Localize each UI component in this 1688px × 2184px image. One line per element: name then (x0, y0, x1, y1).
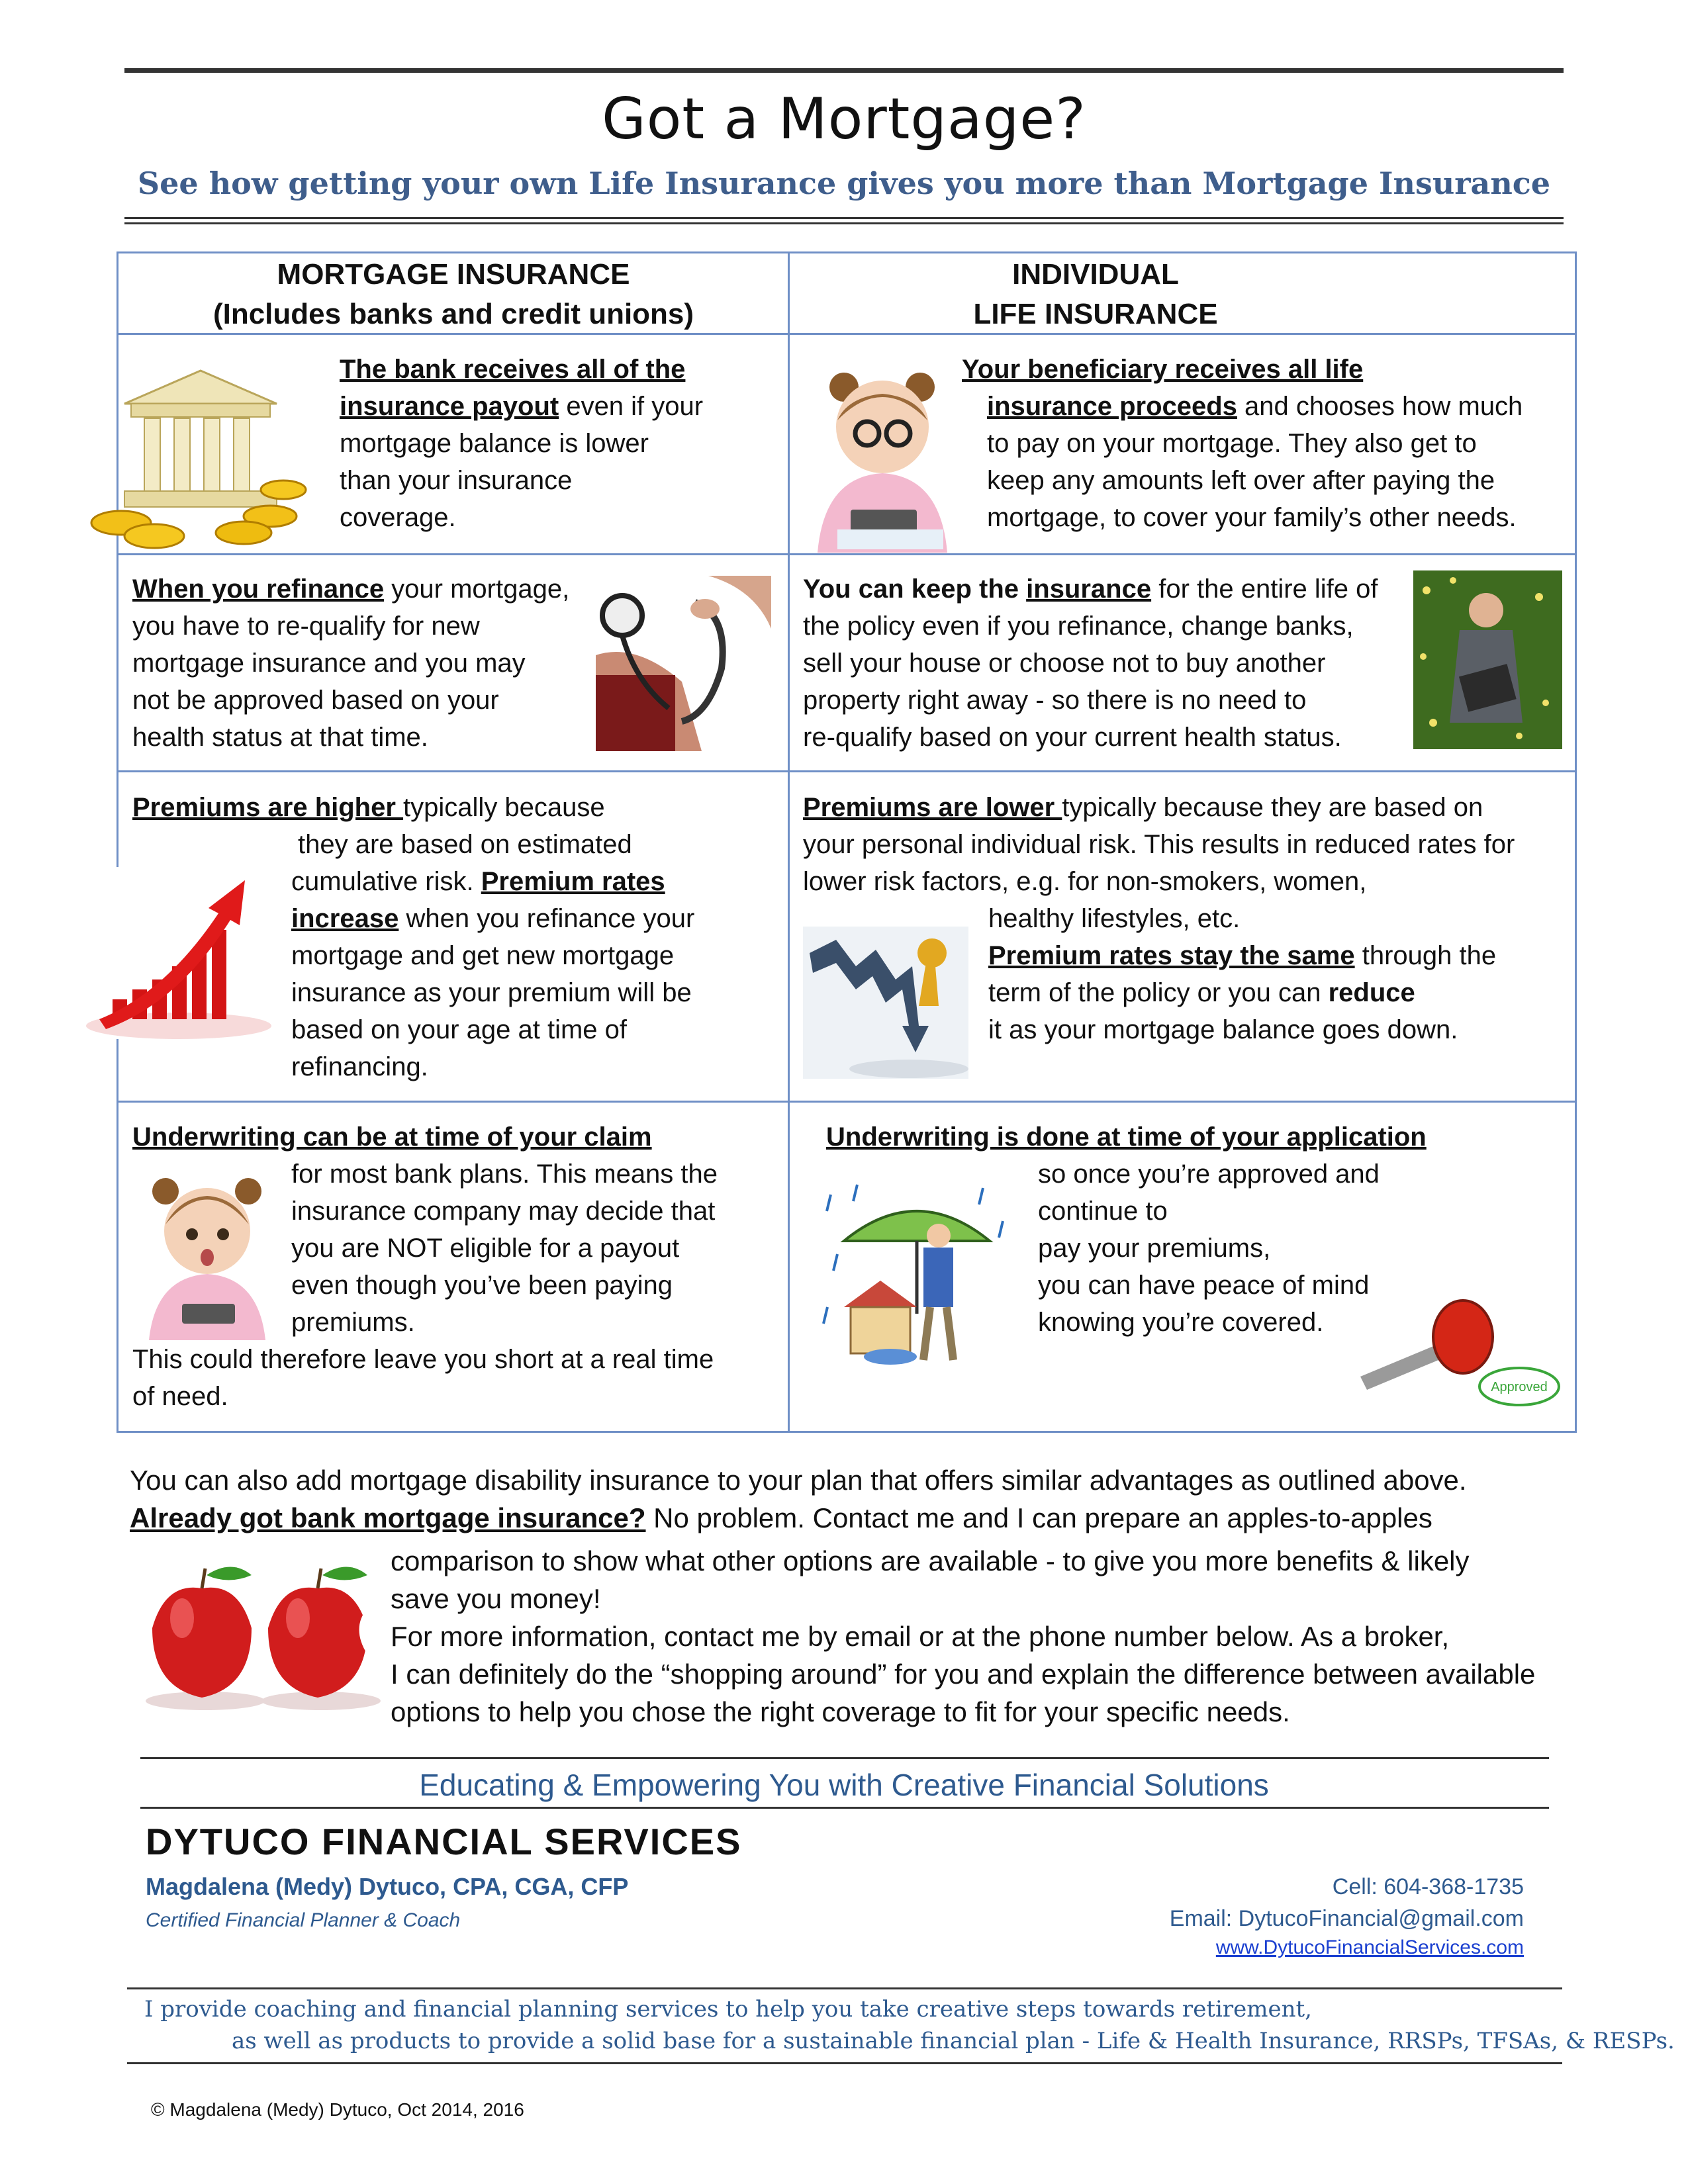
row2-left-line5: health status at that time. (132, 723, 428, 752)
bottom-line3: comparison to show what other options are available - to give you more benefits & likely (391, 1545, 1470, 1576)
bank-coins-icon (85, 357, 316, 556)
bottom-line5: For more information, contact me by email or at the phone number below. As a broker, (391, 1621, 1450, 1652)
row2-left-line1 (132, 570, 596, 608)
table-divider (788, 251, 790, 1433)
row2-right-text (803, 570, 1419, 756)
row3-right-line2: your personal individual risk. This results in reduced rates for (803, 830, 1515, 859)
row4-left-line8: of need. (132, 1382, 228, 1411)
surprised-girl-image (136, 1168, 278, 1340)
row2-right-line5: re-qualify based on your current health status. (803, 723, 1342, 752)
row4-left-line4: you are NOT eligible for a payout (291, 1234, 680, 1263)
row1-right-bold2: insurance proceeds (987, 392, 1237, 421)
row3-right-bold: Premiums are lower (803, 793, 1062, 822)
umbrella-house-image (818, 1175, 1016, 1367)
row3-right-line1 (803, 789, 1577, 826)
firm-name: DYTUCO FINANCIAL SERVICES (146, 1821, 742, 1862)
row4-left-line2: for most bank plans. This means the (291, 1160, 718, 1189)
row1-right-bold: Your beneficiary receives all life (962, 355, 1364, 384)
row1-right-line2 (962, 388, 1571, 425)
row4-right-line4: pay your premiums, (1038, 1234, 1271, 1263)
email-address[interactable]: Email: DytucoFinancial@gmail.com (1169, 1906, 1524, 1931)
row-rule-3 (117, 770, 1577, 772)
row3-left-line8: refinancing. (291, 1052, 428, 1081)
row1-left-line5: coverage. (340, 503, 456, 532)
row4-left-bold: Underwriting can be at time of your claim (132, 1122, 652, 1152)
row1-left-line3: mortgage balance is lower (340, 429, 649, 458)
row2-left-line4: not be approved based on your (132, 686, 499, 715)
row3-right-rest: typically because they are based on (1062, 793, 1483, 822)
rising-chart-icon (86, 867, 271, 1039)
services-blurb-line2: as well as products to provide a solid base for a sustainable financial plan - Life & Health Insurance, RRSPs, TFSAs, & RESPs. (232, 2028, 1675, 2054)
row3-left-line3-bold: Premium rates (481, 867, 665, 896)
advisor-name: Magdalena (Medy) Dytuco, CPA, CGA, CFP (146, 1873, 629, 1900)
left-header-line1: MORTGAGE INSURANCE (277, 258, 630, 291)
row1-left-bold: The bank receives all of the (340, 355, 686, 384)
stamp-text: Approved (1491, 1380, 1548, 1394)
row3-left-line6: insurance as your premium will be (291, 978, 692, 1007)
row1-right-line4: keep any amounts left over after paying the (987, 466, 1495, 495)
row3-right-line7: it as your mortgage balance goes down. (988, 1015, 1458, 1044)
row-rule-4 (117, 1101, 1577, 1103)
row3-left-line4-rest: when you refinance your (399, 904, 695, 933)
bottom-line2-rest: No problem. Contact me and I can prepare an apples-to-apples (645, 1502, 1432, 1533)
row2-left-text (132, 570, 596, 756)
man-on-grass-image (1413, 570, 1562, 749)
falling-chart-icon (803, 927, 968, 1079)
left-column-header (119, 255, 788, 334)
row1-left-rest: even if your (559, 392, 704, 421)
bottom-line4: save you money! (391, 1583, 601, 1614)
row2-left-bold: When you refinance (132, 574, 385, 604)
row4-right-line6: knowing you’re covered. (1038, 1308, 1324, 1337)
right-header-line2: LIFE INSURANCE (973, 298, 1218, 330)
row4-left-line5: even though you’ve been paying (291, 1271, 673, 1300)
right-column-header (791, 255, 1400, 334)
subtitle-rule-1 (124, 217, 1564, 219)
row1-left-line2 (340, 388, 776, 425)
row4-right-line3: continue to (1038, 1197, 1168, 1226)
row1-right-line3: to pay on your mortgage. They also get to (987, 429, 1477, 458)
row3-left-line2: they are based on estimated (298, 830, 632, 859)
row2-right-bold-u: insurance (1026, 574, 1152, 604)
row2-left-line3: mortgage insurance and you may (132, 649, 526, 678)
blood-pressure-image (596, 576, 771, 751)
row2-right-line4: property right away - so there is no need to (803, 686, 1307, 715)
row2-right-rest: for the entire life of (1151, 574, 1378, 604)
page-subtitle: See how getting your own Life Insurance gives you more than Mortgage Insurance (137, 165, 1551, 201)
row-rule-2 (117, 553, 1577, 555)
row4-right-line2: so once you’re approved and (1038, 1160, 1380, 1189)
row1-left-line4: than your insurance (340, 466, 573, 495)
row1-right-text (962, 351, 1571, 536)
subtitle-rule-2 (124, 222, 1564, 224)
row1-left-bold2: insurance payout (340, 392, 559, 421)
page-title: Got a Mortgage? (602, 86, 1086, 152)
row4-right-bold: Underwriting is done at time of your application (826, 1122, 1427, 1152)
row2-left-line2: you have to re-qualify for new (132, 612, 480, 641)
row3-left-rest: typically because (403, 793, 605, 822)
row3-left-bold: Premiums are higher (132, 793, 404, 822)
row4-left-line1 (132, 1118, 781, 1156)
row2-right-line1 (803, 570, 1419, 608)
footer-tagline: Educating & Empowering You with Creative Financial Solutions (419, 1768, 1269, 1802)
services-blurb-line1: I provide coaching and financial planning services to help you take creative steps towards retirement, (144, 1996, 1312, 2023)
row3-right-line5-rest: through the (1354, 941, 1497, 970)
row4-left-line7: This could therefore leave you short at a real time (132, 1345, 714, 1374)
row3-right-line6-bold: reduce (1328, 978, 1415, 1007)
advisor-role: Certified Financial Planner & Coach (146, 1909, 461, 1931)
row3-left-line5: mortgage and get new mortgage (291, 941, 675, 970)
row3-left-line1 (132, 789, 781, 826)
footer-rule-2 (140, 1807, 1549, 1809)
right-header-line1: INDIVIDUAL (1012, 258, 1179, 291)
left-header-line2: (Includes banks and credit unions) (212, 298, 694, 330)
row2-right-line3: sell your house or choose not to buy another (803, 649, 1326, 678)
row4-left-line6: premiums. (291, 1308, 415, 1337)
bottom-line1: You can also add mortgage disability insurance to your plan that offers similar advantages as outlined above. (130, 1465, 1467, 1496)
row1-left-line1 (340, 351, 776, 388)
bottom-line2-bold: Already got bank mortgage insurance? (130, 1502, 646, 1533)
apples-icon (139, 1555, 391, 1714)
copyright: © Magdalena (Medy) Dytuco, Oct 2014, 2016 (151, 2099, 524, 2120)
row1-right-line5: mortgage, to cover your family’s other needs. (987, 503, 1517, 532)
row3-right-line3: lower risk factors, e.g. for non-smokers, women, (803, 867, 1367, 896)
row3-right-line5-bold: Premium rates stay the same (988, 941, 1355, 970)
row2-right-bold: You can keep the (803, 574, 1027, 604)
row3-right-line6-pre: term of the policy or you can (988, 978, 1329, 1007)
approved-stamp-icon (1347, 1297, 1566, 1416)
footer-rule-1 (140, 1757, 1549, 1759)
footer-rule-4 (127, 2062, 1562, 2064)
row1-right-rest: and chooses how much (1237, 392, 1523, 421)
row2-left-rest: your mortgage, (384, 574, 570, 604)
website-link[interactable]: www.DytucoFinancialServices.com (1215, 1936, 1524, 1958)
row2-right-line2: the policy even if you refinance, change banks, (803, 612, 1354, 641)
row4-left-line3: insurance company may decide that (291, 1197, 716, 1226)
top-rule (124, 68, 1564, 73)
row3-left-line3-pre: cumulative risk. (291, 867, 481, 896)
row1-left-text (340, 351, 776, 536)
bottom-line2 (130, 1499, 1586, 1537)
row3-left-line7: based on your age at time of (291, 1015, 627, 1044)
row4-right-line5: you can have peace of mind (1038, 1271, 1370, 1300)
girl-calculator-image (798, 361, 960, 553)
bottom-line7: options to help you chose the right coverage to fit for your specific needs. (391, 1696, 1290, 1727)
footer-rule-3 (127, 1987, 1562, 1989)
phone-number: Cell: 604-368-1735 (1332, 1874, 1524, 1899)
row4-right-line1 (826, 1118, 1568, 1156)
bottom-line6: I can definitely do the “shopping around” for you and explain the difference between available (391, 1659, 1536, 1690)
row3-left-line4-bold: increase (291, 904, 399, 933)
row1-right-line1 (962, 351, 1571, 388)
row3-right-line4: healthy lifestyles, etc. (988, 904, 1241, 933)
